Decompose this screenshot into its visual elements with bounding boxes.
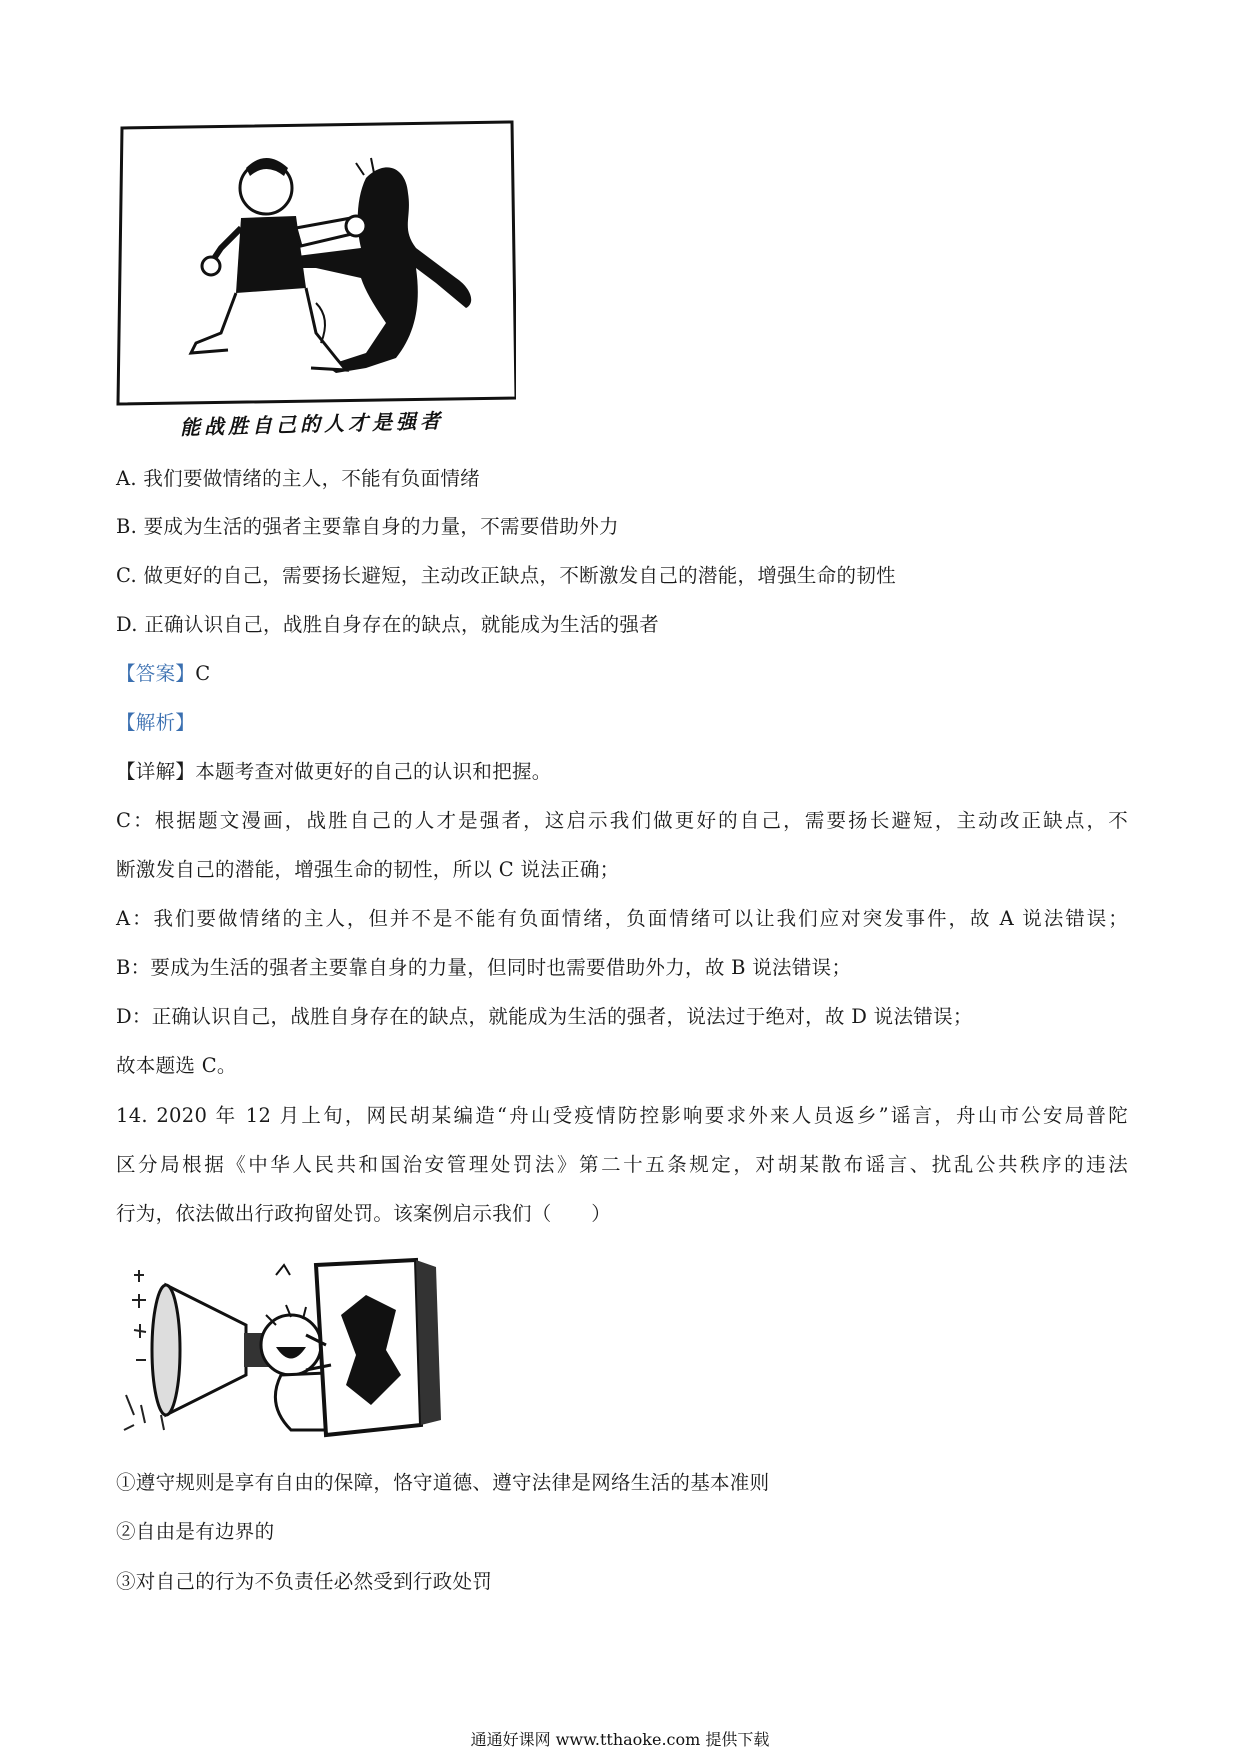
analysis-c-line2: 断激发自己的潜能，增强生命的韧性，所以 C 说法正确； [116, 858, 620, 881]
answer-label: 【答案】 [116, 662, 196, 685]
answer [116, 661, 210, 687]
cartoon-megaphone [116, 1255, 446, 1440]
detail-text: 【详解】本题考查对做更好的自己的认识和把握。 [116, 760, 552, 783]
conclusion: 故本题选 C。 [116, 1054, 237, 1077]
option-c: C. 做更好的自己，需要扬长避短，主动改正缺点，不断激发自己的潜能，增强生命的韧性 [116, 564, 896, 587]
analysis-d-line: D：正确认识自己，战胜自身存在的缺点，就能成为生活的强者，说法过于绝对，故 D 说法错误； [116, 1005, 973, 1028]
q14-stem-line2: 区分局根据《中华人民共和国治安管理处罚法》第二十五条规定，对胡某散布谣言、扰乱公共秩序的违法 [116, 1153, 1128, 1176]
option-a: A. 我们要做情绪的主人，不能有负面情绪 [116, 467, 480, 490]
statement-2: ②自由是有边界的 [116, 1520, 275, 1543]
statement-1: ①遵守规则是享有自由的保障，恪守道德、遵守法律是网络生活的基本准则 [116, 1471, 770, 1494]
analysis-a-line: A：我们要做情绪的主人，但并不是不能有负面情绪，负面情绪可以让我们应对突发事件，故 A 说法错误； [116, 907, 1128, 930]
cartoon-fighting-shadow [116, 118, 516, 408]
option-b: B. 要成为生活的强者主要靠自身的力量，不需要借助外力 [116, 515, 619, 538]
cartoon-caption: 能战胜自己的人才是强者 [179, 408, 445, 440]
q14-stem-line3: 行为，依法做出行政拘留处罚。该案例启示我们（ ） [116, 1202, 612, 1225]
q14-stem-line1: 14. 2020 年 12 月上旬，网民胡某编造“舟山受疫情防控影响要求外来人员返乡”谣言，舟山市公安局普陀 [116, 1104, 1128, 1127]
analysis-b-line: B：要成为生活的强者主要靠自身的力量，但同时也需要借助外力，故 B 说法错误； [116, 956, 852, 979]
answer-value: C [195, 662, 211, 685]
analysis-c-line1: C：根据题文漫画，战胜自己的人才是强者，这启示我们做更好的自己，需要扬长避短，主动改正缺点，不 [116, 809, 1128, 832]
analysis-label: 【解析】 [116, 711, 196, 734]
option-d: D. 正确认识自己，战胜自身存在的缺点，就能成为生活的强者 [116, 613, 660, 636]
statement-3: ③对自己的行为不负责任必然受到行政处罚 [116, 1570, 493, 1593]
footer: 通通好课网 www.tthaoke.com 提供下载 [470, 1730, 770, 1749]
